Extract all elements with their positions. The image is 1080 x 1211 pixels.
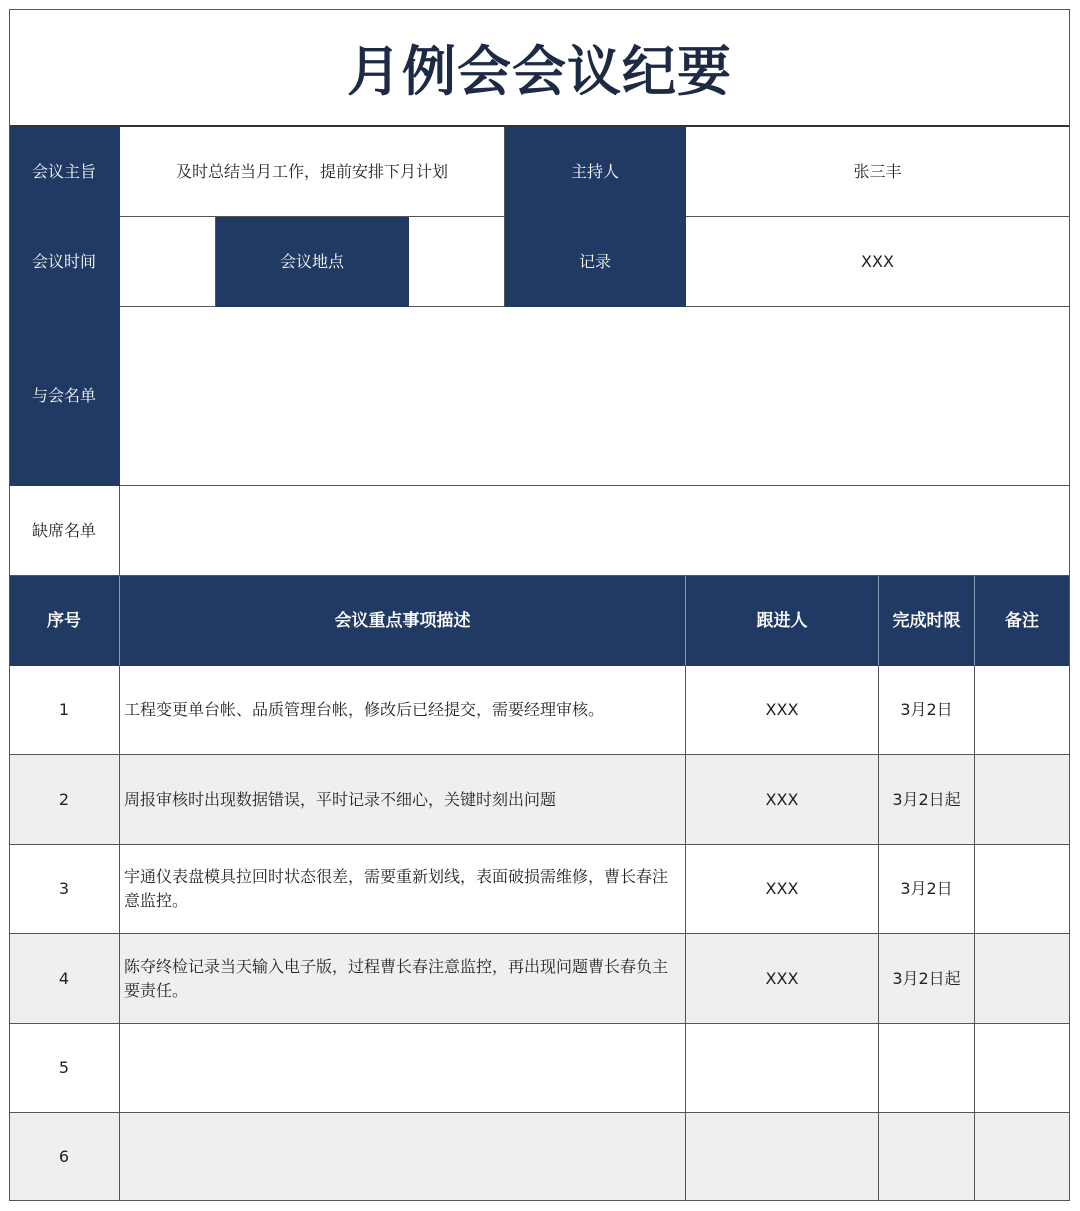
row-1-note[interactable] — [975, 666, 1070, 755]
page-title: 月例会会议纪要 — [9, 9, 1070, 127]
row-1-deadline[interactable]: 3月2日 — [879, 666, 975, 755]
row-1-owner[interactable]: XXX — [686, 666, 879, 755]
row-5-deadline[interactable] — [879, 1024, 975, 1113]
row-3-no: 3 — [9, 845, 120, 934]
row-6-note[interactable] — [975, 1113, 1070, 1201]
host-value[interactable]: 张三丰 — [686, 127, 1070, 217]
time-label: 会议时间 — [9, 217, 120, 307]
row-6-no: 6 — [9, 1113, 120, 1201]
purpose-label: 会议主旨 — [9, 127, 120, 217]
header-note: 备注 — [975, 576, 1070, 666]
recorder-label: 记录 — [505, 217, 686, 307]
row-5-no: 5 — [9, 1024, 120, 1113]
row-2-no: 2 — [9, 755, 120, 845]
row-1-description[interactable]: 工程变更单台帐、品质管理台帐，修改后已经提交，需要经理审核。 — [120, 666, 686, 755]
location-value[interactable] — [409, 217, 505, 307]
header-no: 序号 — [9, 576, 120, 666]
row-2-note[interactable] — [975, 755, 1070, 845]
absent-label: 缺席名单 — [9, 486, 120, 576]
row-4-owner[interactable]: XXX — [686, 934, 879, 1024]
row-5-owner[interactable] — [686, 1024, 879, 1113]
row-3-note[interactable] — [975, 845, 1070, 934]
header-description: 会议重点事项描述 — [120, 576, 686, 666]
row-4-note[interactable] — [975, 934, 1070, 1024]
purpose-value[interactable]: 及时总结当月工作，提前安排下月计划 — [120, 127, 505, 217]
row-4-no: 4 — [9, 934, 120, 1024]
host-label: 主持人 — [505, 127, 686, 217]
row-2-description[interactable]: 周报审核时出现数据错误，平时记录不细心，关键时刻出问题 — [120, 755, 686, 845]
row-2-owner[interactable]: XXX — [686, 755, 879, 845]
row-6-deadline[interactable] — [879, 1113, 975, 1201]
row-6-owner[interactable] — [686, 1113, 879, 1201]
row-3-owner[interactable]: XXX — [686, 845, 879, 934]
row-5-note[interactable] — [975, 1024, 1070, 1113]
row-4-deadline[interactable]: 3月2日起 — [879, 934, 975, 1024]
meeting-minutes-sheet — [9, 9, 1070, 1201]
attendees-label: 与会名单 — [9, 307, 120, 486]
absent-value[interactable] — [120, 486, 1070, 576]
row-3-deadline[interactable]: 3月2日 — [879, 845, 975, 934]
attendees-value[interactable] — [120, 307, 1070, 486]
location-label: 会议地点 — [216, 217, 409, 307]
row-4-description[interactable]: 陈夺终检记录当天输入电子版，过程曹长春注意监控，再出现问题曹长春负主要责任。 — [120, 934, 686, 1024]
header-owner: 跟进人 — [686, 576, 879, 666]
time-value[interactable] — [120, 217, 216, 307]
row-2-deadline[interactable]: 3月2日起 — [879, 755, 975, 845]
row-6-description[interactable] — [120, 1113, 686, 1201]
header-deadline: 完成时限 — [879, 576, 975, 666]
row-3-description[interactable]: 宇通仪表盘模具拉回时状态很差，需要重新划线，表面破损需维修，曹长春注意监控。 — [120, 845, 686, 934]
recorder-value[interactable]: XXX — [686, 217, 1070, 307]
row-5-description[interactable] — [120, 1024, 686, 1113]
row-1-no: 1 — [9, 666, 120, 755]
